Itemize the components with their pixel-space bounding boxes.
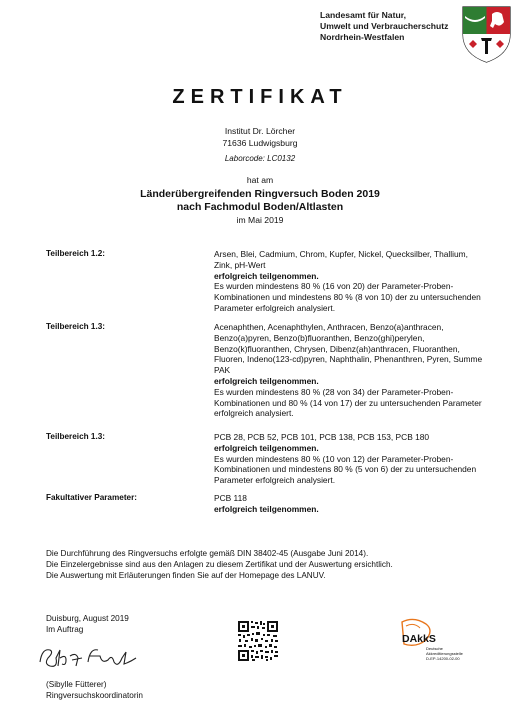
handwritten-signature [36, 640, 146, 674]
section-details: Es wurden mindestens 80 % (16 von 20) der Parameter-Proben-Kombinationen und mindestens 80 % (8 von 10) der zu untersuchenden Parameter erfolgreich analysiert. [214, 281, 481, 313]
section-label: Teilbereich 1.3: [46, 432, 106, 441]
dakks-brand: DAkkS [402, 633, 436, 645]
footer-notes [46, 549, 486, 581]
dakks-line-3: D-EP-14200-02-00 [426, 656, 460, 661]
dakks-line-1: Deutsche [426, 646, 443, 651]
ringversuch-title [0, 188, 520, 214]
section-body [214, 493, 484, 515]
nrw-crest-icon [459, 4, 514, 64]
section-params: Arsen, Blei, Cadmium, Chrom, Kupfer, Nickel, Quecksilber, Thallium, Zink, pH-Wert [214, 249, 468, 270]
footer-line-2: Die Einzelergebnisse sind aus den Anlagen zu diesem Zertifikat und der Auswertung ersichtlich. [46, 559, 393, 569]
agency-line-1: Landesamt für Natur, [320, 10, 406, 20]
section-params: Acenaphthen, Acenaphthylen, Anthracen, Benzo(a)anthracen, Benzo(a)pyren, Benzo(b)fluoranthen, Benzo(ghi)perylen, Benzo(k)fluoranthen, Chrysen, Dibenz(ah)anthracen, Fluoranthen, Fluoren, Indeno(123-cd)pyren, Naphthalin, Phenanthren, Pyren, Summe PAK [214, 322, 483, 376]
footer-line-3: Die Auswertung mit Erläuterungen finden Sie auf der Homepage des LANUV. [46, 570, 326, 580]
signatory-name: (Sibylle Fütterer) [46, 680, 107, 689]
agency-name [320, 10, 470, 43]
ringversuch-date: im Mai 2019 [236, 215, 284, 225]
section-body [214, 322, 484, 419]
place-date: Duisburg, August 2019 [46, 614, 129, 623]
section-body [214, 432, 484, 486]
signatory [46, 680, 143, 702]
section-body [214, 249, 484, 314]
ringversuch-line-1: Länderübergreifenden Ringversuch Boden 2019 [140, 188, 380, 200]
agency-line-3: Nordrhein-Westfalen [320, 32, 405, 42]
section-result: erfolgreich teilgenommen. [214, 270, 319, 281]
section-result: erfolgreich teilgenommen. [214, 375, 319, 386]
intro-text: hat am [246, 175, 274, 185]
dakks-line-2: Akkreditierungsstelle [426, 651, 463, 656]
im-auftrag: Im Auftrag [46, 624, 84, 634]
section-result: erfolgreich teilgenommen. [214, 503, 319, 514]
signatory-role: Ringversuchskoordinatorin [46, 690, 143, 700]
ringversuch-line-2: nach Fachmodul Boden/Altlasten [176, 201, 344, 213]
section-details: Es wurden mindestens 80 % (10 von 12) der Parameter-Proben-Kombinationen und mindestens 80 % (5 von 6) der zu untersuchenden Parameter erfolgreich analysiert. [214, 453, 477, 486]
section-label: Teilbereich 1.2: [46, 249, 106, 258]
institute-name: Institut Dr. Lörcher [224, 126, 296, 136]
institute-city: 71636 Ludwigsburg [222, 137, 298, 148]
section-label: Fakultativer Parameter: [46, 493, 138, 502]
section-params: PCB 118 [214, 493, 247, 503]
section-params: PCB 28, PCB 52, PCB 101, PCB 138, PCB 153, PCB 180 [214, 432, 430, 442]
signature-header [46, 614, 129, 636]
section-details: Es wurden mindestens 80 % (28 von 34) der Parameter-Proben-Kombinationen und 80 % (14 von 17) der zu untersuchenden Parameter erfolgreich analysiert. [214, 386, 482, 419]
section-result: erfolgreich teilgenommen. [214, 442, 319, 453]
lab-code: Laborcode: LC0132 [224, 154, 296, 163]
section-label: Teilbereich 1.3: [46, 322, 106, 331]
institute-block [0, 126, 520, 149]
footer-line-1: Die Durchführung des Ringversuchs erfolgte gemäß DIN 38402-45 (Ausgabe Juni 2014). [46, 549, 369, 558]
certificate-title: ZERTIFIKAT [172, 86, 348, 108]
qr-code-icon [237, 620, 279, 662]
dakks-logo-icon [400, 618, 474, 666]
agency-line-2: Umwelt und Verbraucherschutz [320, 21, 449, 31]
